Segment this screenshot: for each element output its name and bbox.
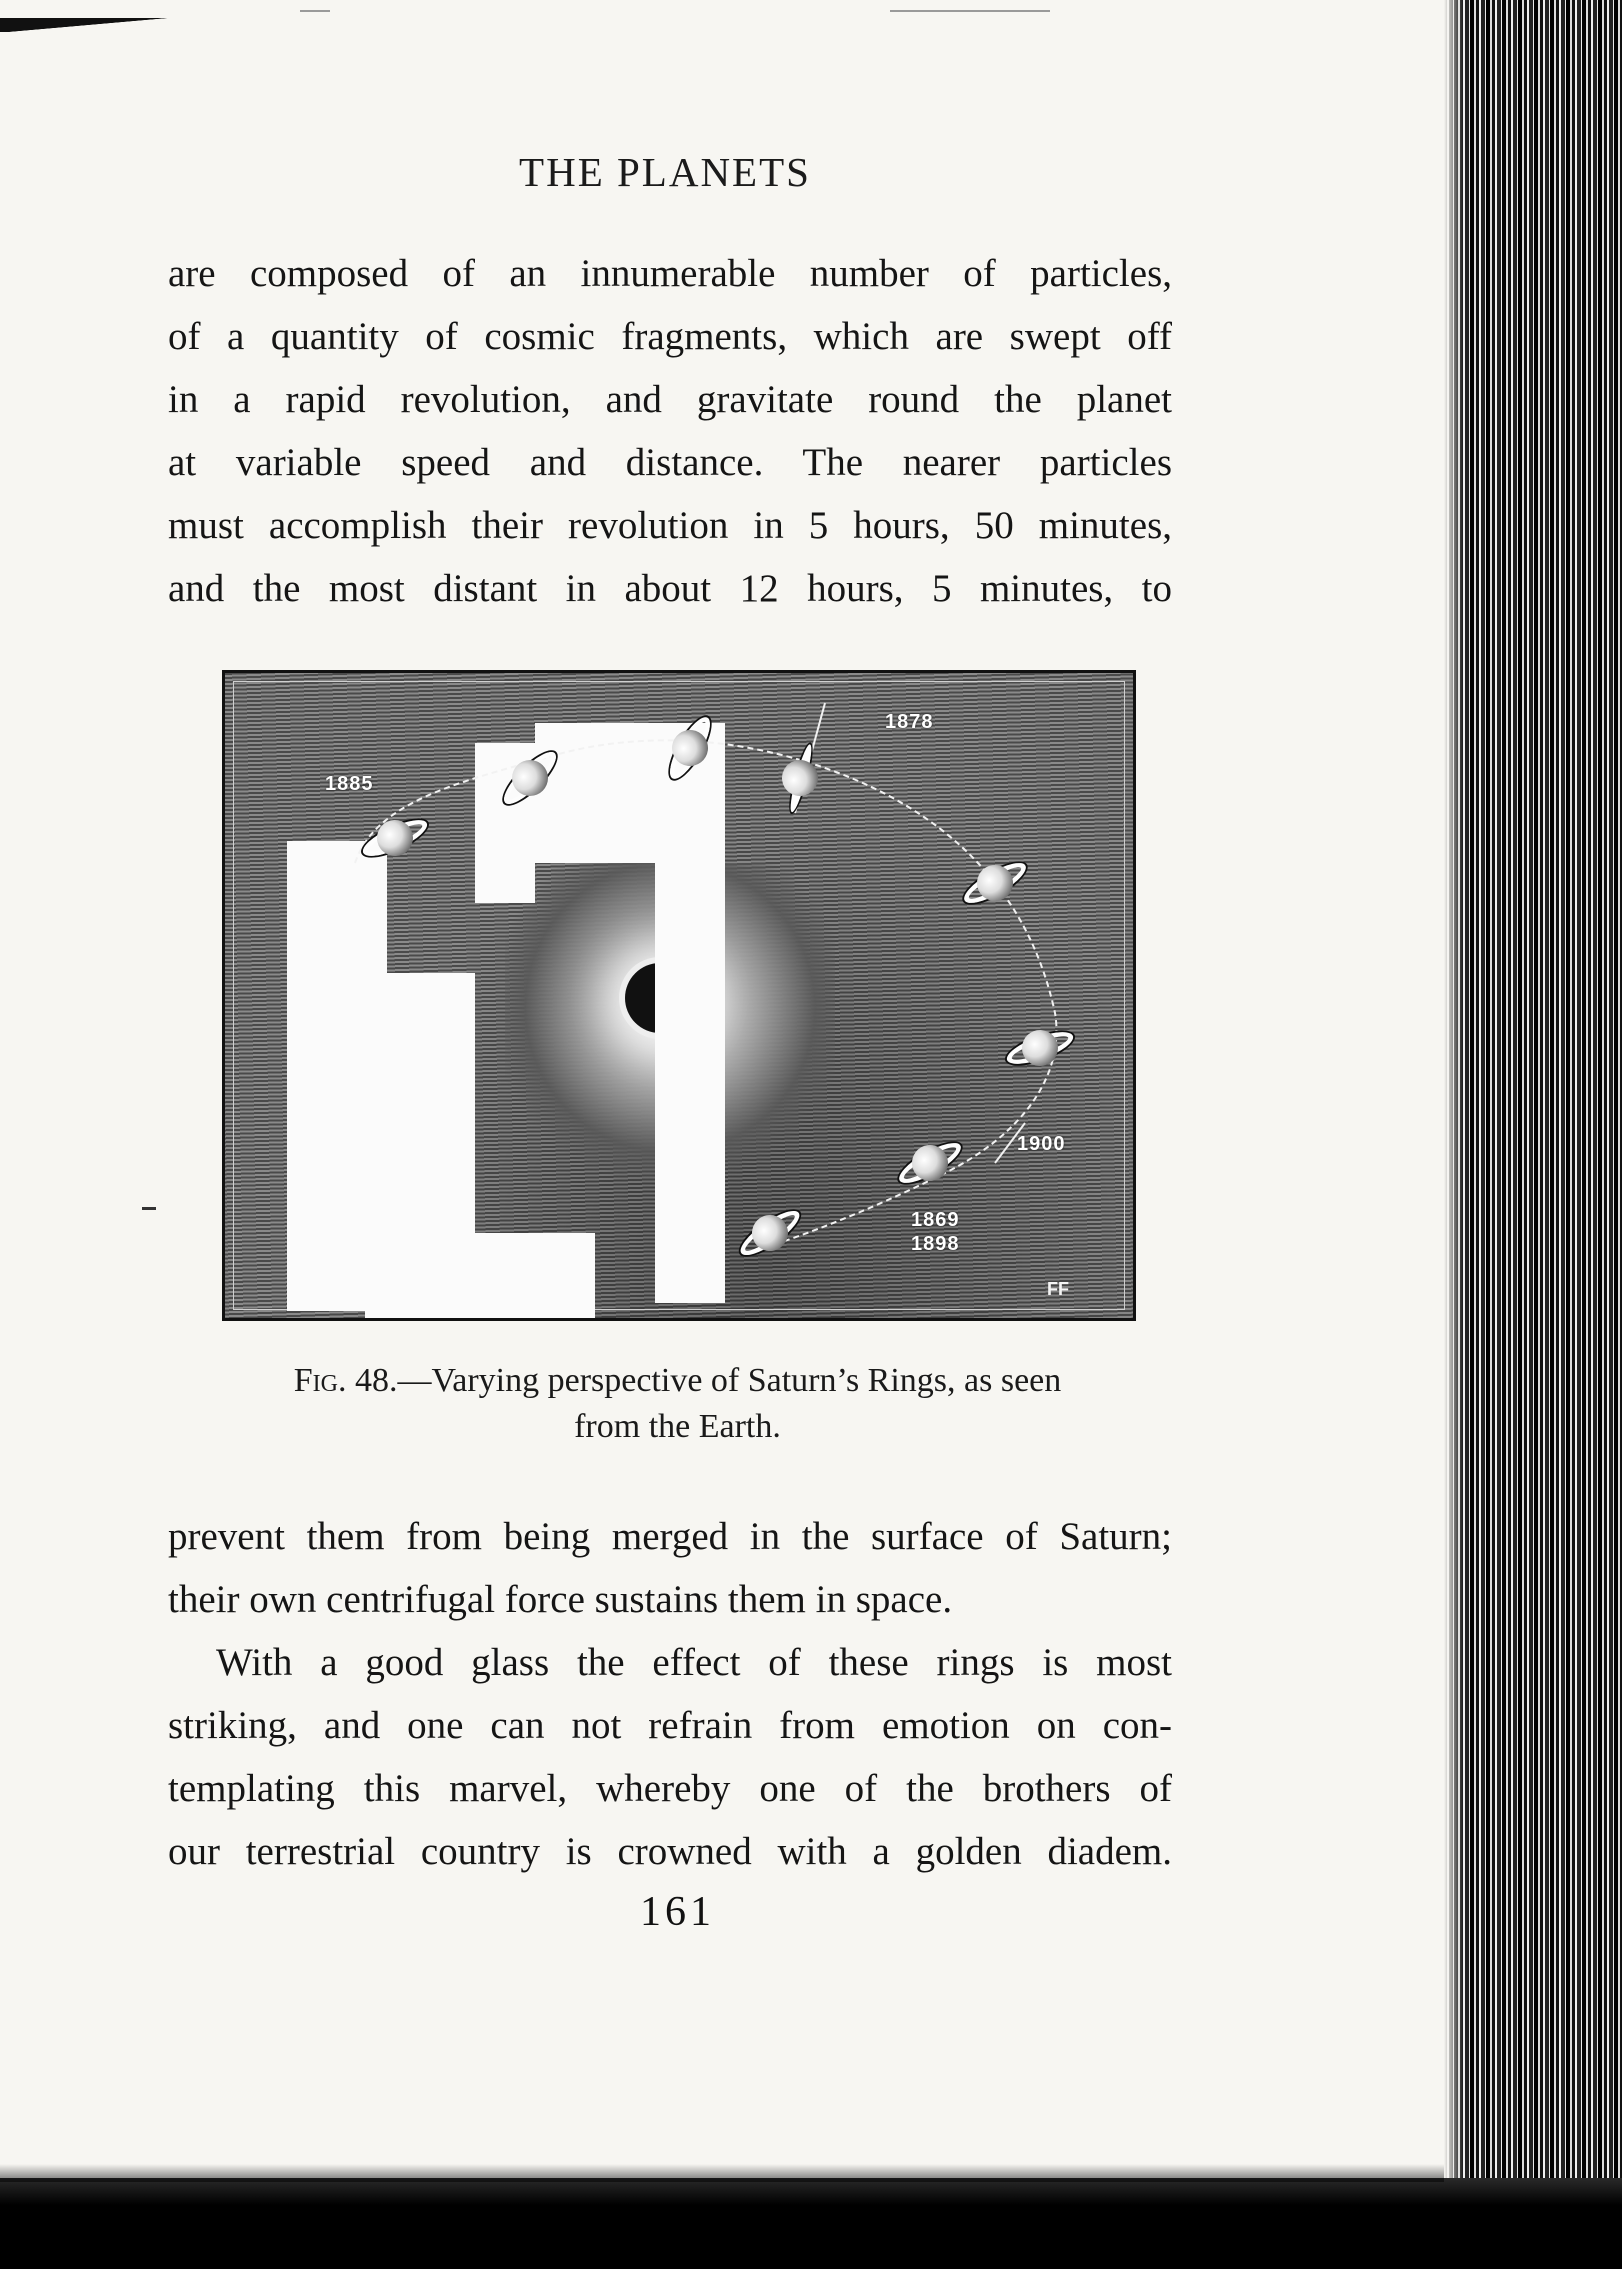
- globe-shape: [778, 756, 822, 800]
- year-label-1869: 1869: [911, 1209, 960, 1231]
- scan-bottom-band: [0, 2178, 1622, 2269]
- text-line: our terrestrial country is crowned with a golden diadem.: [168, 1830, 1172, 1873]
- text-line: in a rapid revolution, and gravitate round the planet: [168, 378, 1172, 421]
- text-line: and the most distant in about 12 hours, 5 minutes, to: [168, 567, 1172, 610]
- year-label-1900: 1900: [1017, 1133, 1066, 1155]
- year-label-1878: 1878: [885, 711, 934, 733]
- paragraph-top: [168, 242, 1172, 620]
- text-line: must accomplish their revolution in 5 hours, 50 minutes,: [168, 504, 1172, 547]
- text-line: With a good glass the effect of these rings is most: [216, 1641, 1172, 1684]
- running-head: THE PLANETS: [519, 149, 811, 195]
- text-line: at variable speed and distance. The nearer particles: [168, 441, 1172, 484]
- year-label-1885: 1885: [325, 773, 374, 795]
- text-line: prevent them from being merged in the surface of Saturn;: [168, 1515, 1172, 1558]
- figure-label: Fig. 48.: [293, 1362, 398, 1399]
- margin-mark: [142, 1207, 156, 1210]
- text-line: are composed of an innumerable number of particles,: [168, 252, 1172, 295]
- book-spine-edge: [1444, 0, 1622, 2269]
- paragraph-bottom: [168, 1505, 1172, 1883]
- text-line: their own centrifugal force sustains them in space.: [168, 1578, 953, 1621]
- caption-line-2: from the Earth.: [574, 1408, 781, 1445]
- figure-caption: [0, 1358, 1355, 1450]
- text-line: of a quantity of cosmic fragments, which are swept off: [168, 315, 1172, 358]
- year-label-1898: 1898: [911, 1233, 960, 1255]
- page-number: 161: [640, 1889, 715, 1935]
- caption-line-1: [0, 1358, 1355, 1404]
- engraver-signature: FF: [1047, 1279, 1069, 1299]
- text-line: striking, and one can not refrain from emotion on con-: [168, 1704, 1172, 1747]
- text-line: templating this marvel, whereby one of the brothers of: [168, 1767, 1172, 1810]
- saturn-rings-figure: [222, 670, 1136, 1321]
- scan-edge-mark: [0, 18, 210, 32]
- scan-dash: [890, 10, 1050, 12]
- caption-text: —Varying perspective of Saturn’s Rings, as seen: [397, 1362, 1062, 1399]
- scan-dash: [300, 10, 330, 12]
